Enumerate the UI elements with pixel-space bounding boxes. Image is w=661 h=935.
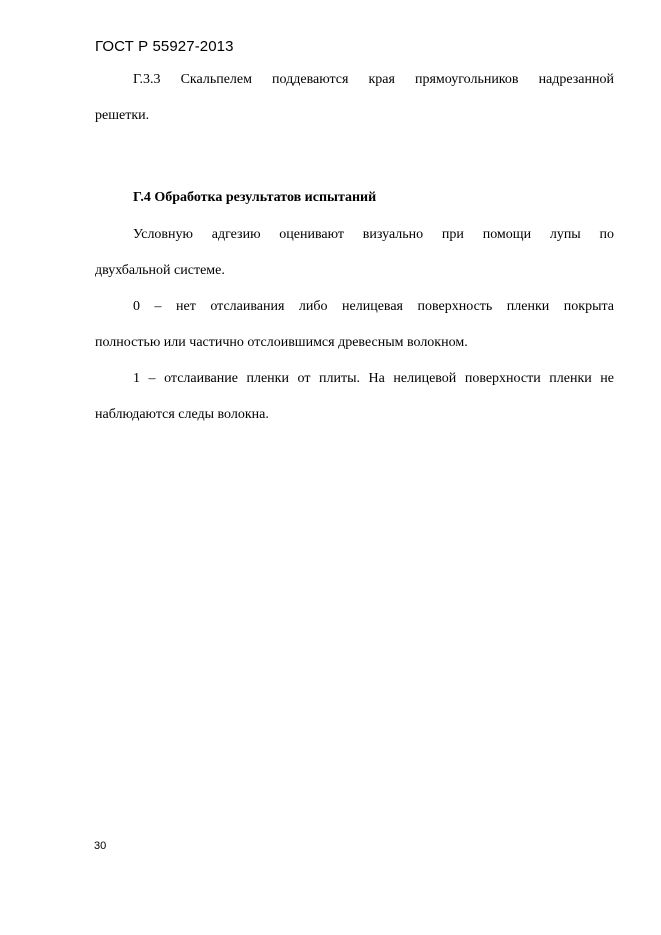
paragraph-line: решетки. <box>95 108 150 123</box>
paragraph-line: Условную адгезию оценивают визуально при помощи лупы по <box>133 227 614 242</box>
paragraph-adhesion-assessment <box>95 217 614 289</box>
paragraph-line: двухбальной системе. <box>95 263 225 278</box>
page-number: 30 <box>94 840 107 852</box>
paragraph-line: 1 – отслаивание пленки от плиты. На нелицевой поверхности пленки не <box>133 371 614 386</box>
paragraph-line: Г.3.3 Скальпелем поддеваются края прямоугольников надрезанной <box>133 72 614 87</box>
paragraph-line: наблюдаются следы волокна. <box>95 407 269 422</box>
section-heading-g-4: Г.4 Обработка результатов испытаний <box>133 190 377 205</box>
document-header: ГОСТ Р 55927-2013 <box>95 38 234 55</box>
paragraph-line: полностью или частично отслоившимся древесным волокном. <box>95 335 468 350</box>
paragraph-g-3-3 <box>95 62 614 134</box>
paragraph-score-1 <box>95 361 614 433</box>
paragraph-line: 0 – нет отслаивания либо нелицевая поверхность пленки покрыта <box>133 299 614 314</box>
paragraph-score-0 <box>95 289 614 361</box>
